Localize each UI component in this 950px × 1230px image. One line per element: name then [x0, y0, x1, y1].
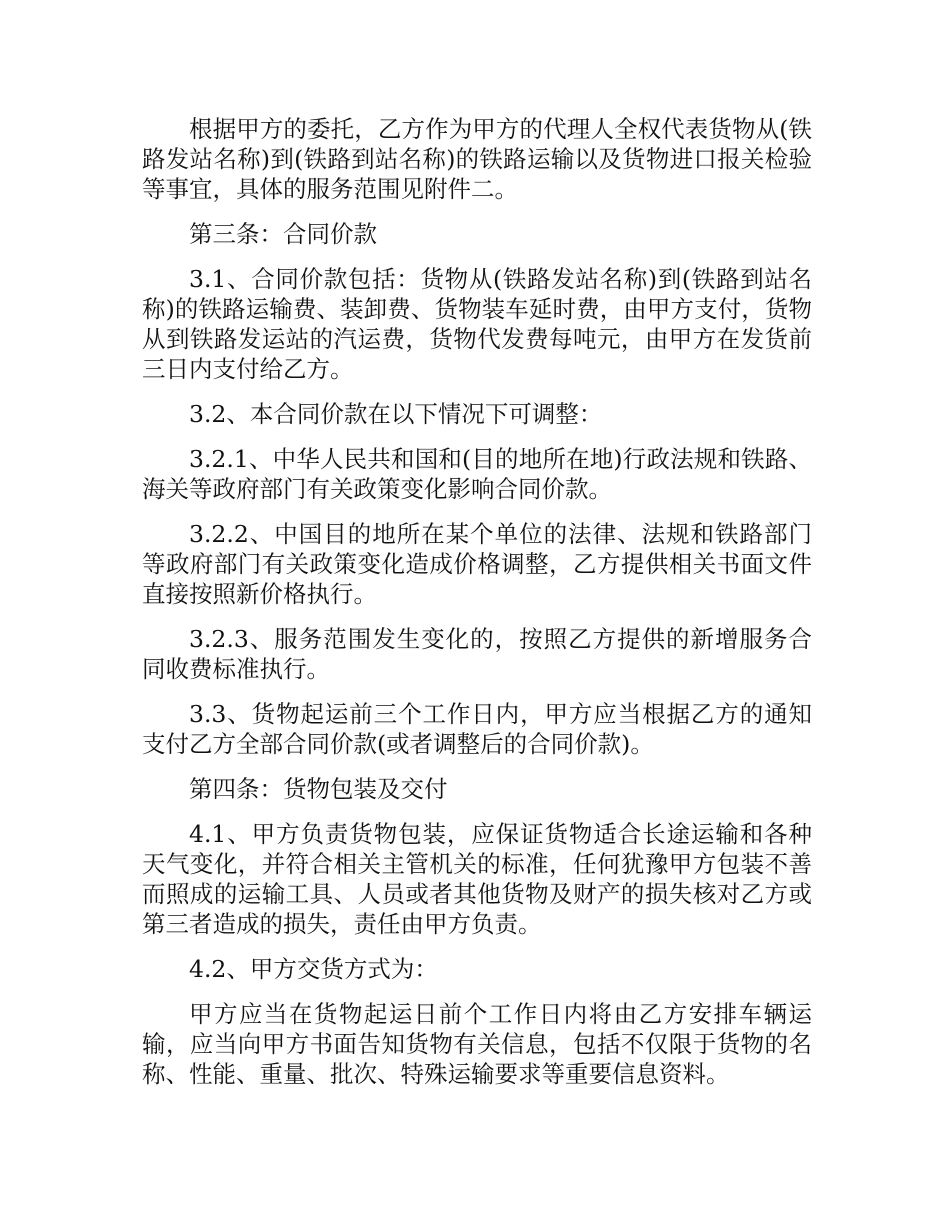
paragraph-service-scope: 根据甲方的委托，乙方作为甲方的代理人全权代表货物从(铁路发站名称)到(铁路到站名称)的铁路运输以及货物进口报关检验等事宜，具体的服务范围见附件二。	[142, 115, 812, 203]
paragraph-4-2: 4.2、甲方交货方式为：	[189, 955, 438, 983]
paragraph-3-2-1: 3.2.1、中华人民共和国和(目的地所在地)行政法规和铁路、海关等政府部门有关政策变化影响合同价款。	[142, 445, 812, 503]
paragraph-3-2: 3.2、本合同价款在以下情况下可调整：	[189, 400, 603, 428]
paragraph-delivery: 甲方应当在货物起运日前个工作日内将由乙方安排车辆运输，应当向甲方书面告知货物有关信息，包括不仅限于货物的名称、性能、重量、批次、特殊运输要求等重要信息资料。	[142, 1000, 812, 1088]
paragraph-3-3: 3.3、货物起运前三个工作日内，甲方应当根据乙方的通知支付乙方全部合同价款(或者调整后的合同价款)。	[142, 700, 812, 758]
paragraph-3-1: 3.1、合同价款包括：货物从(铁路发站名称)到(铁路到站名称)的铁路运输费、装卸费、货物装车延时费，由甲方支付，货物从到铁路发运站的汽运费，货物代发费每吨元，由甲方在发货前三日内支付给乙方。	[142, 265, 812, 383]
heading-article-3: 第三条：合同价款	[189, 220, 377, 248]
document-page	[142, 114, 812, 1104]
paragraph-4-1: 4.1、甲方负责货物包装，应保证货物适合长途运输和各种天气变化，并符合相关主管机关的标准，任何犹豫甲方包装不善而照成的运输工具、人员或者其他货物及财产的损失核对乙方或第三者造成的损失，责任由甲方负责。	[142, 820, 812, 938]
paragraph-3-2-2: 3.2.2、中国目的地所在某个单位的法律、法规和铁路部门等政府部门有关政策变化造成价格调整，乙方提供相关书面文件直接按照新价格执行。	[142, 520, 812, 608]
heading-article-4: 第四条：货物包装及交付	[189, 775, 448, 803]
paragraph-3-2-3: 3.2.3、服务范围发生变化的，按照乙方提供的新增服务合同收费标准执行。	[142, 625, 812, 683]
